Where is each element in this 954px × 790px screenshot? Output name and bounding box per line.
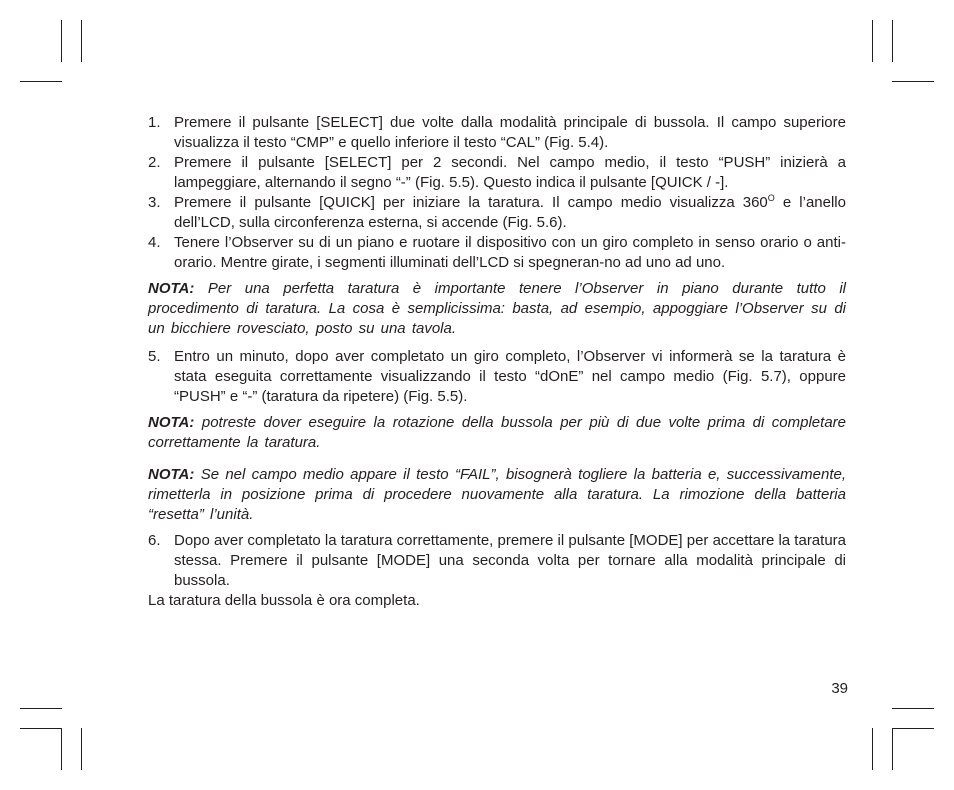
crop-mark-bottom-left-vertical-outer — [61, 728, 62, 770]
page-number: 39 — [831, 680, 848, 697]
crop-mark-bottom-left-horizontal-inner — [20, 728, 62, 729]
crop-mark-top-left-vertical-outer — [61, 20, 62, 62]
note-text: Se nel campo medio appare il testo “FAIL”, bisognerà togliere la batteria e, successivamente, rimetterla in posizione prima di procedere nuovamente alla taratura. La rimozione della batteria “resetta” l’unità. — [148, 466, 846, 523]
list-item-text: Entro un minuto, dopo aver completato un giro completo, l’Observer vi informerà se la taratura è stata eseguita correttamente visualizzando il testo “dOnE” nel campo medio (Fig. 5.7), oppure “PUSH” e “-” (taratura da ripetere) (Fig. 5.5). — [174, 348, 846, 405]
note-block-1 — [148, 279, 846, 339]
list-item-number: 2. — [148, 154, 161, 171]
crop-mark-top-left-horizontal — [20, 81, 62, 82]
note-block-2 — [148, 413, 846, 453]
list-item-2 — [148, 153, 846, 193]
list-item-text-part: e l’anello dell’LCD, sulla circonferenza esterna, si accende (Fig. 5.6). — [174, 194, 846, 231]
note-text: Per una perfetta taratura è importante tenere l’Observer in piano durante tutto il procedimento di taratura. La cosa è semplicissima: basta, ad esempio, appoggiare l’Observer su di un bicchiere rovesciato, posto su una tavola. — [148, 280, 846, 337]
note-label: NOTA: — [148, 466, 195, 483]
list-item-3 — [148, 193, 846, 233]
list-item-text — [174, 193, 846, 233]
list-item-number: 6. — [148, 532, 161, 549]
crop-mark-top-right-vertical-inner — [872, 20, 873, 62]
page-body — [148, 113, 846, 611]
crop-mark-top-right-horizontal — [892, 81, 934, 82]
list-item-5 — [148, 347, 846, 407]
crop-mark-top-left-vertical-inner — [81, 20, 82, 62]
list-item-6 — [148, 531, 846, 591]
crop-mark-bottom-left-horizontal-outer — [20, 708, 62, 709]
closing-paragraph: La taratura della bussola è ora completa. — [148, 592, 420, 609]
crop-mark-bottom-right-vertical-inner — [872, 728, 873, 770]
list-item-text: Tenere l’Observer su di un piano e ruotare il dispositivo con un giro completo in senso orario o anti-orario. Mentre girate, i segmenti illuminati dell’LCD si spegneran-no ad uno ad uno. — [174, 234, 846, 271]
list-item-text: Premere il pulsante [SELECT] per 2 secondi. Nel campo medio, il testo “PUSH” inizierà a lampeggiare, alternando il segno “-” (Fig. 5.5). Questo indica il pulsante [QUICK / -]. — [174, 154, 846, 191]
note-label: NOTA: — [148, 280, 195, 297]
crop-mark-bottom-right-vertical-outer — [892, 728, 893, 770]
list-item-text: Premere il pulsante [SELECT] due volte dalla modalità principale di bussola. Il campo superiore visualizza il testo “CMP” e quello inferiore il testo “CAL” (Fig. 5.4). — [174, 114, 846, 151]
list-item-number: 4. — [148, 234, 161, 251]
list-item-number: 3. — [148, 194, 161, 211]
degree-symbol: O — [767, 193, 775, 203]
list-item-1 — [148, 113, 846, 153]
note-block-3 — [148, 465, 846, 525]
note-label: NOTA: — [148, 414, 195, 431]
list-item-number: 5. — [148, 348, 161, 365]
crop-mark-bottom-left-vertical-inner — [81, 728, 82, 770]
crop-mark-top-right-vertical-outer — [892, 20, 893, 62]
list-item-text: Dopo aver completato la taratura correttamente, premere il pulsante [MODE] per accettare la taratura stessa. Premere il pulsante [MODE] una seconda volta per tornare alla modalità principale di bussola. — [174, 532, 846, 589]
list-item-text-part: Premere il pulsante [QUICK] per iniziare la taratura. Il campo medio visualizza 360 — [174, 194, 768, 211]
crop-mark-bottom-right-horizontal-outer — [892, 708, 934, 709]
crop-mark-bottom-right-horizontal-inner — [892, 728, 934, 729]
list-item-number: 1. — [148, 114, 161, 131]
list-item-4 — [148, 233, 846, 273]
note-text: potreste dover eseguire la rotazione della bussola per più di due volte prima di completare correttamente la taratura. — [148, 414, 846, 451]
